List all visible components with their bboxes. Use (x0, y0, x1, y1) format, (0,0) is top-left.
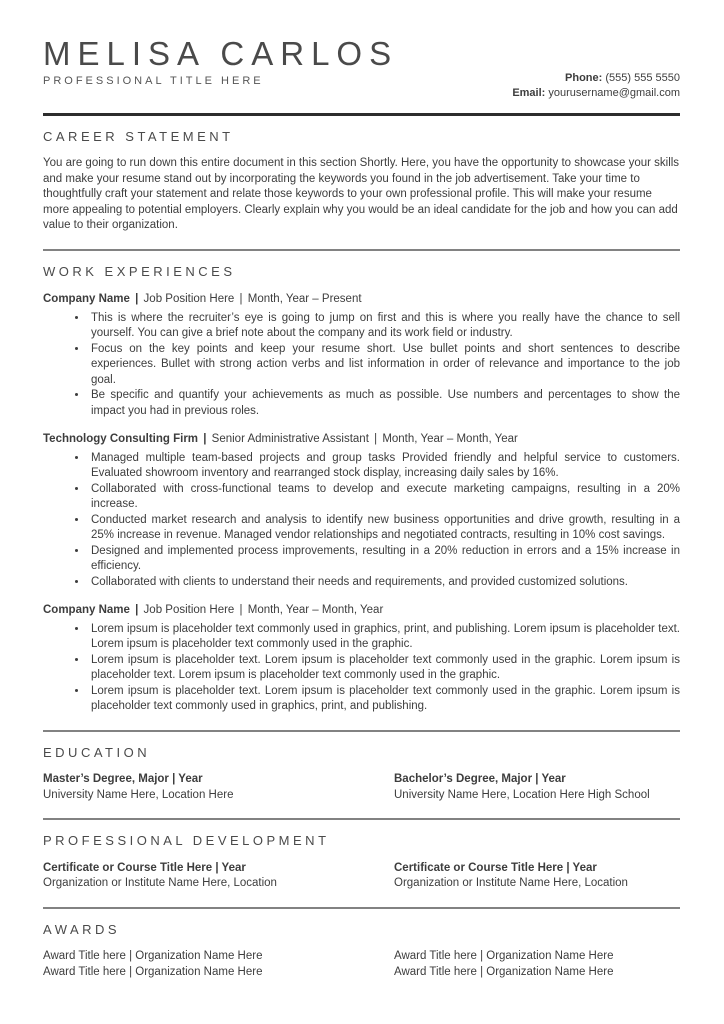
bullet-item: • Focus on the key points and keep your resume short. Use bullet points and short sentences to describe experiences. Bullet with strong action verbs and list information in order of relevance and importance to the job goal. (88, 342, 680, 389)
certificate-title: Certificate or Course Title Here | Year (43, 861, 246, 874)
degree-title: Master’s Degree, Major | Year (43, 773, 203, 785)
career-statement-heading: CAREER STATEMENT (43, 128, 234, 144)
date-range: Month, Year – Present (247, 293, 362, 305)
job-position: Senior Administrative Assistant (211, 433, 369, 445)
section-divider (43, 907, 680, 909)
award-item: Award Title here | Organization Name Here (43, 950, 263, 962)
pipe-separator: | (135, 293, 139, 305)
email-line (512, 86, 680, 101)
section-awards (43, 922, 680, 981)
pipe-separator: | (203, 433, 207, 445)
company-name: Technology Consulting Firm (43, 433, 199, 445)
company-name: Company Name (43, 604, 130, 616)
work-entry-heading (43, 603, 680, 619)
pipe-separator: | (239, 604, 243, 616)
header-divider (43, 113, 680, 116)
certificate-item (394, 861, 680, 892)
awards-grid (43, 949, 680, 980)
education-item (394, 772, 680, 803)
work-entry-heading (43, 432, 680, 448)
pipe-separator: | (239, 293, 243, 305)
certificate-org: Organization or Institute Name Here, Location (43, 877, 277, 889)
education-columns (43, 772, 680, 803)
certificate-org: Organization or Institute Name Here, Location (394, 877, 628, 889)
career-statement-text: You are going to run down this entire document in this section Shortly. Here, you have the opportunity to showcase your skills and make your resume stand out by incorporating the keywords you found in the job advertisement. Take your time to thoughtfully craft your statement and relate those keywords to your own professional profile. This will make your resume more appealing to potential employers. Clearly explain why you would be an ideal candidate for the job and how you can add value to their organization. (43, 157, 680, 231)
section-education (43, 745, 680, 804)
work-experiences-heading: WORK EXPERIENCES (43, 263, 236, 279)
degree-title: Bachelor’s Degree, Major | Year (394, 773, 566, 785)
section-divider (43, 730, 680, 732)
pipe-separator: | (135, 604, 139, 616)
work-entry (43, 432, 680, 590)
work-entry (43, 603, 680, 715)
bullet-item: • Managed multiple team-based projects and group tasks Provided friendly and helpful service to customers. Evaluated showroom inventory and rearranged stock display, increasing daily sales by 16%. (88, 451, 680, 482)
work-entry-bullets (43, 311, 680, 420)
work-entry (43, 292, 680, 419)
bullet-item: • Collaborated with clients to understand their needs and requirements, and provided customized solutions. (88, 575, 680, 591)
job-position: Job Position Here (143, 604, 235, 616)
phone-value: (555) 555 5550 (605, 71, 680, 84)
work-entry-heading (43, 292, 680, 308)
email-value: yourusername@gmail.com (548, 86, 680, 99)
bullet-item: • Collaborated with cross-functional teams to develop and execute marketing campaigns, resulting in a 20% increase. (88, 482, 680, 513)
education-item (43, 772, 394, 803)
section-professional-development (43, 833, 680, 892)
job-position: Job Position Here (143, 293, 235, 305)
award-item: Award Title here | Organization Name Here (394, 965, 614, 978)
date-range: Month, Year – Month, Year (382, 433, 518, 445)
award-item: Award Title here | Organization Name Here (43, 965, 263, 978)
professional-development-columns (43, 861, 680, 892)
bullet-item: • Lorem ipsum is placeholder text. Lorem ipsum is placeholder text commonly used in the graphic. Lorem ipsum is placeholder text. Lorem ipsum is placeholder text commonly used in the graphic. (88, 653, 680, 684)
bullet-item: • Conducted market research and analysis to identify new business opportunities and drive growth, resulting in a 25% increase in revenue. Managed vendor relationships and negotiated contracts, resulting in 10% cost savings. (88, 513, 680, 544)
bullet-item: • Lorem ipsum is placeholder text commonly used in graphics, print, and publishing. Lorem ipsum is placeholder text. Lorem ipsum is placeholder text commonly used in the graphic. (88, 622, 680, 653)
pipe-separator: | (374, 433, 378, 445)
bullet-item: • Be specific and quantify your achievements as much as possible. Use numbers and percentages to show the impact you had in previous roles. (88, 388, 680, 419)
awards-heading: AWARDS (43, 921, 121, 937)
education-heading: EDUCATION (43, 744, 151, 760)
date-range: Month, Year – Month, Year (247, 604, 384, 616)
person-name: MELISA CARLOS (43, 35, 399, 72)
university-name: University Name Here, Location Here (43, 788, 234, 801)
section-divider (43, 818, 680, 820)
phone-label: Phone: (565, 71, 603, 84)
professional-development-heading: PROFESSIONAL DEVELOPMENT (43, 833, 330, 848)
contact-info (512, 71, 680, 101)
bullet-item: • Lorem ipsum is placeholder text. Lorem ipsum is placeholder text commonly used in the graphic. Lorem ipsum is placeholder text commonly used in graphics, print, and publishing. (88, 684, 680, 715)
section-career-statement (43, 129, 680, 234)
section-divider (43, 249, 680, 251)
email-label: Email: (512, 86, 546, 99)
university-name: University Name Here, Location Here High School (394, 788, 650, 801)
work-entry-bullets (43, 451, 680, 591)
bullet-item: • Designed and implemented process improvements, resulting in a 20% reduction in errors and a 15% increase in efficiency. (88, 544, 680, 575)
header (43, 35, 680, 101)
section-work-experiences (43, 264, 680, 715)
certificate-item (43, 861, 394, 892)
bullet-item: • This is where the recruiter’s eye is going to jump on first and this is where you really have the chance to sell yourself. You can give a brief note about the company and its work field or industry. (88, 311, 680, 342)
certificate-title: Certificate or Course Title Here | Year (394, 861, 597, 874)
award-item: Award Title here | Organization Name Here (394, 950, 614, 962)
header-subrow (43, 71, 680, 101)
company-name: Company Name (43, 293, 130, 305)
professional-title: PROFESSIONAL TITLE HERE (43, 74, 264, 87)
phone-line (512, 71, 680, 86)
work-entry-bullets (43, 622, 680, 715)
